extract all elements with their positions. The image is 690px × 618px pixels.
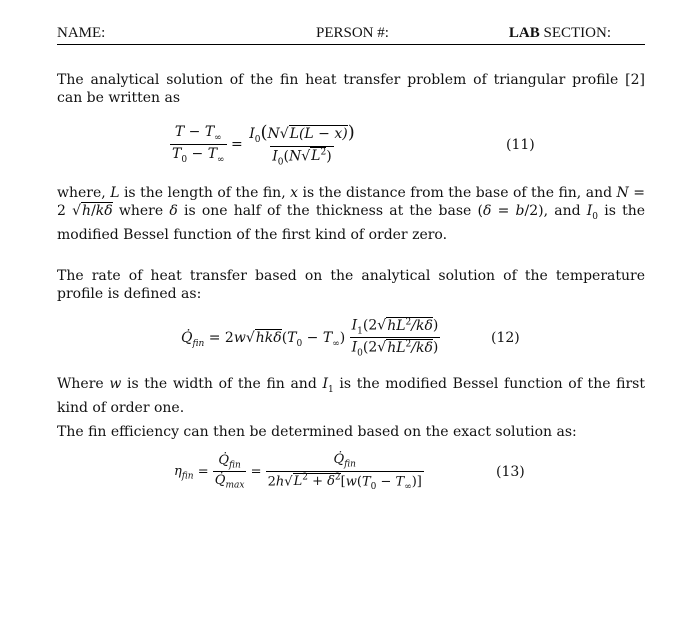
p2-text-a: where,	[57, 185, 111, 201]
paragraph-heat-rate: The rate of heat transfer based on the analytical solution of the temperature profile is defined as:	[57, 268, 645, 302]
lab-bold: LAB	[508, 25, 540, 41]
p2-text-e: is one half of the thickness at the base (	[177, 203, 483, 219]
equation-11-number: (11)	[506, 137, 535, 153]
p4-text-a: Where	[57, 376, 110, 392]
equation-13: $\eta_{fin}$ = $\frac{Q̇_{fin}}{Q̇_{max}}$ = $\frac{Q̇_{fin}}{2h√L^2 + \delta^2[w(T_0 - T_\infty)]}$	[174, 452, 422, 492]
p2-text-c: is the distance from the base of the fin, and	[298, 185, 617, 201]
person-label: PERSON #:	[316, 25, 389, 41]
paragraph-intro: The analytical solution of the fin heat transfer problem of triangular profile [2] can be written as	[57, 72, 645, 106]
p2-text-g: is the modified Bessel function of the first kind of order zero.	[57, 203, 645, 243]
p4-text-c: is the modified Bessel function of the first kind of order one.	[57, 376, 645, 416]
header-row	[57, 24, 645, 45]
equation-13-number: (13)	[496, 464, 525, 480]
p2-text-b: is the length of the fin,	[119, 185, 291, 201]
lab-section-label	[509, 25, 611, 42]
equation-11: $\frac{T - T_\infty}{T_0 - T_\infty}$ = $\frac{I_0(N√L(L - x))}{I_0(N√L^2)}$	[172, 122, 355, 168]
equation-12-number: (12)	[491, 330, 520, 346]
lab-rest: SECTION:	[539, 25, 611, 41]
paragraph-width: Where w is the width of the fin and $I_1$ is the modified Bessel function of the first kind of order one.	[57, 376, 645, 416]
p4-w: w	[109, 376, 122, 392]
paragraph-efficiency: The fin efficiency can then be determined based on the exact solution as:	[57, 424, 577, 440]
equation-12: $Q̇_{fin} = 2w√hk\delta(T_0 - T_\infty)$ $\frac{I_1(2√hL^2/k\delta)}{I_0(2√hL^2/k\delta)}$	[181, 317, 439, 359]
paragraph-definitions: where, L is the length of the fin, x is the distance from the base of the fin, and N = 2 √h/kδ where δ is one half of the thickness at the base (δ = b/2), and $I_0$ is the modified Bessel function of the first kind of order zero.	[57, 185, 645, 243]
name-label: NAME:	[57, 25, 106, 41]
p2-x: x	[290, 185, 299, 201]
p2-text-f: ), and	[538, 203, 587, 219]
p2-text-d: where	[112, 203, 170, 219]
p4-text-b: is the width of the fin and	[121, 376, 323, 392]
p2-L: L	[110, 185, 120, 201]
